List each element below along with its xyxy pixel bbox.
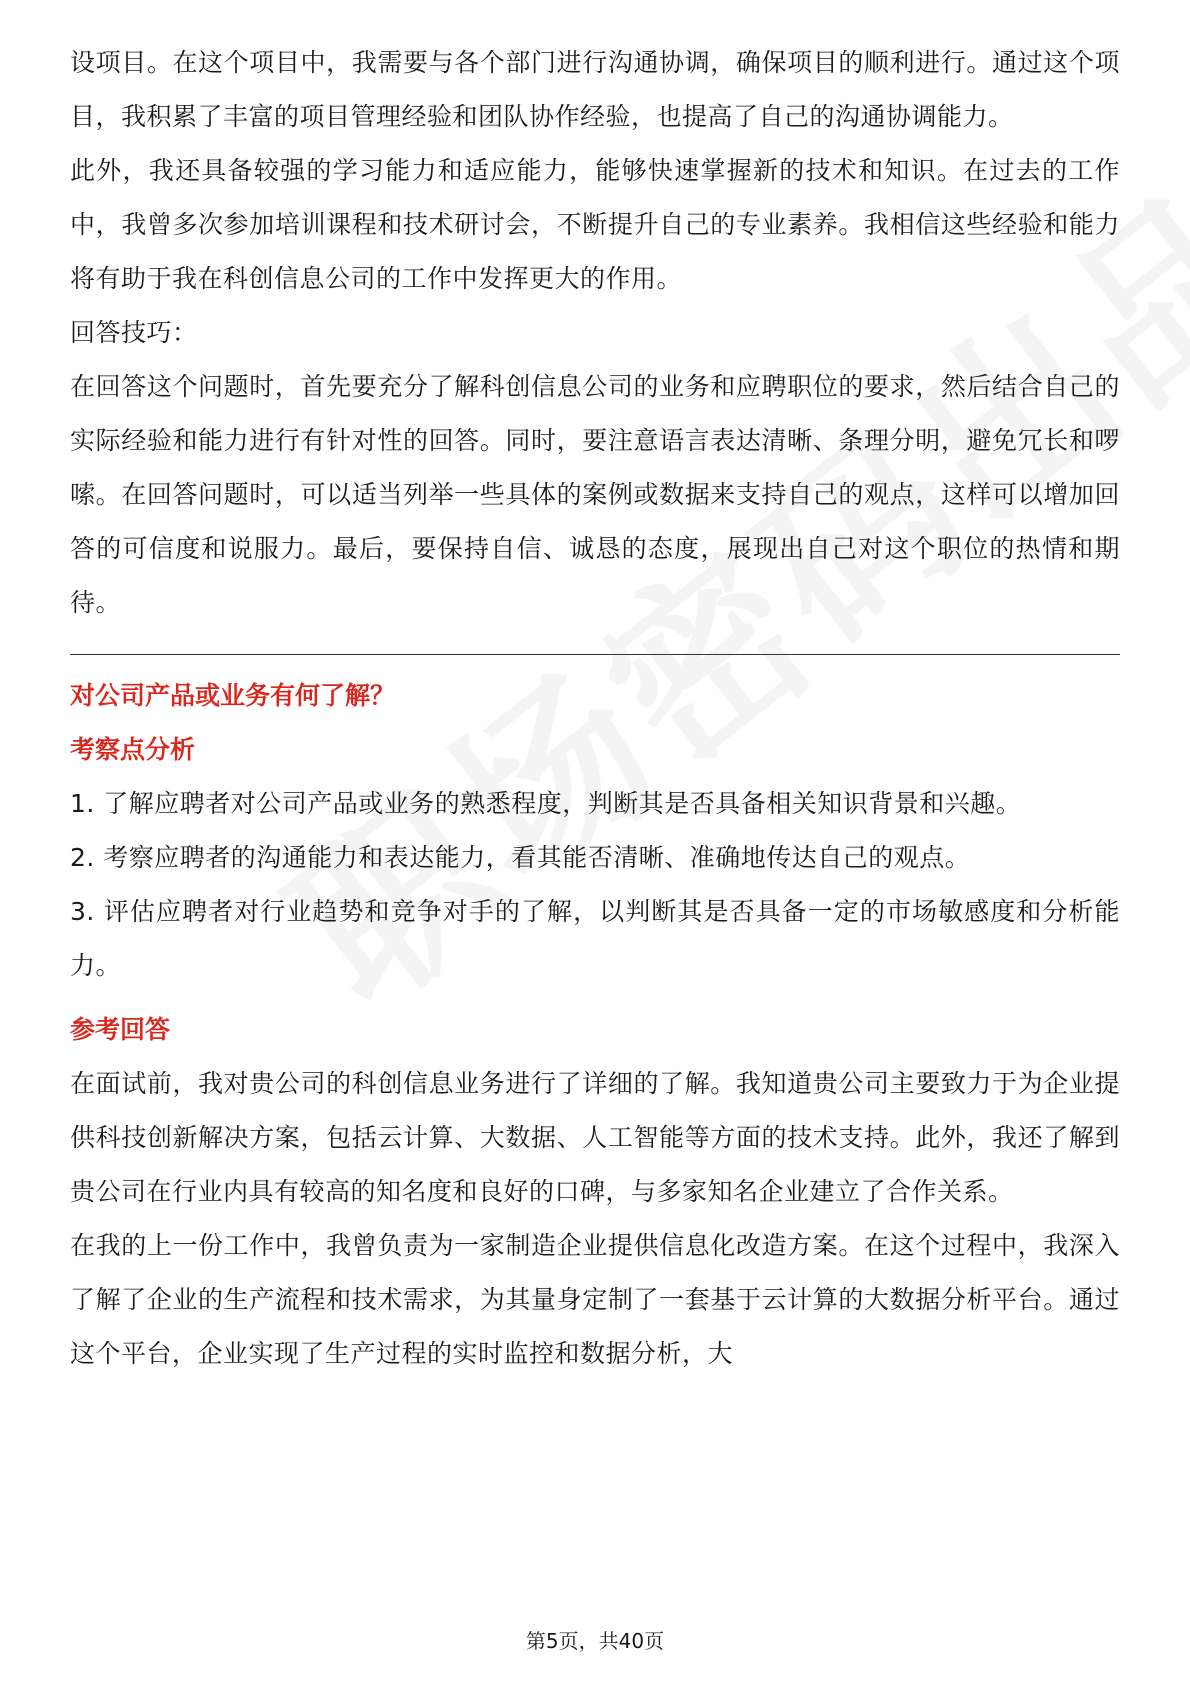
answer-paragraph-1: 在面试前，我对贵公司的科创信息业务进行了详细的了解。我知道贵公司主要致力于为企业提供科技创新解决方案，包括云计算、大数据、人工智能等方面的技术支持。此外，我还了解到贵公司在行业内具有较高的知名度和良好的口碑，与多家知名企业建立了合作关系。 bbox=[70, 1069, 1120, 1206]
analysis-point-2: 2. 考察应聘者的沟通能力和表达能力，看其能否清晰、准确地传达自己的观点。 bbox=[70, 843, 971, 872]
question-title: 对公司产品或业务有何了解？ bbox=[70, 681, 396, 710]
answer-paragraph-2: 在我的上一份工作中，我曾负责为一家制造企业提供信息化改造方案。在这个过程中，我深入了解了企业的生产流程和技术需求，为其量身定制了一套基于云计算的大数据分析平台。通过这个平台，企业实现了生产过程的实时监控和数据分析，大 bbox=[70, 1231, 1120, 1368]
answer-tips-label: 回答技巧： bbox=[70, 318, 198, 347]
section-divider bbox=[70, 654, 1120, 655]
page-number: 第5页，共40页 bbox=[525, 1629, 665, 1653]
analysis-heading: 考察点分析 bbox=[70, 735, 196, 764]
intro-paragraph-1: 设项目。在这个项目中，我需要与各个部门进行沟通协调，确保项目的顺利进行。通过这个项目，我积累了丰富的项目管理经验和团队协作经验，也提高了自己的沟通协调能力。 bbox=[70, 48, 1120, 131]
analysis-point-3: 3. 评估应聘者对行业趋势和竞争对手的了解，以判断其是否具备一定的市场敏感度和分析能力。 bbox=[70, 897, 1120, 980]
document-body bbox=[70, 36, 1120, 1381]
analysis-point-1: 1. 了解应聘者对公司产品或业务的熟悉程度，判断其是否具备相关知识背景和兴趣。 bbox=[70, 789, 1022, 818]
intro-paragraph-2: 此外，我还具备较强的学习能力和适应能力，能够快速掌握新的技术和知识。在过去的工作中，我曾多次参加培训课程和技术研讨会，不断提升自己的专业素养。我相信这些经验和能力将有助于我在科创信息公司的工作中发挥更大的作用。 bbox=[70, 156, 1120, 293]
answer-heading: 参考回答 bbox=[70, 1015, 171, 1044]
answer-tips-paragraph: 在回答这个问题时，首先要充分了解科创信息公司的业务和应聘职位的要求，然后结合自己的实际经验和能力进行有针对性的回答。同时，要注意语言表达清晰、条理分明，避免冗长和啰嗦。在回答问题时，可以适当列举一些具体的案例或数据来支持自己的观点，这样可以增加回答的可信度和说服力。最后，要保持自信、诚恳的态度，展现出自己对这个职位的热情和期待。 bbox=[70, 372, 1120, 617]
